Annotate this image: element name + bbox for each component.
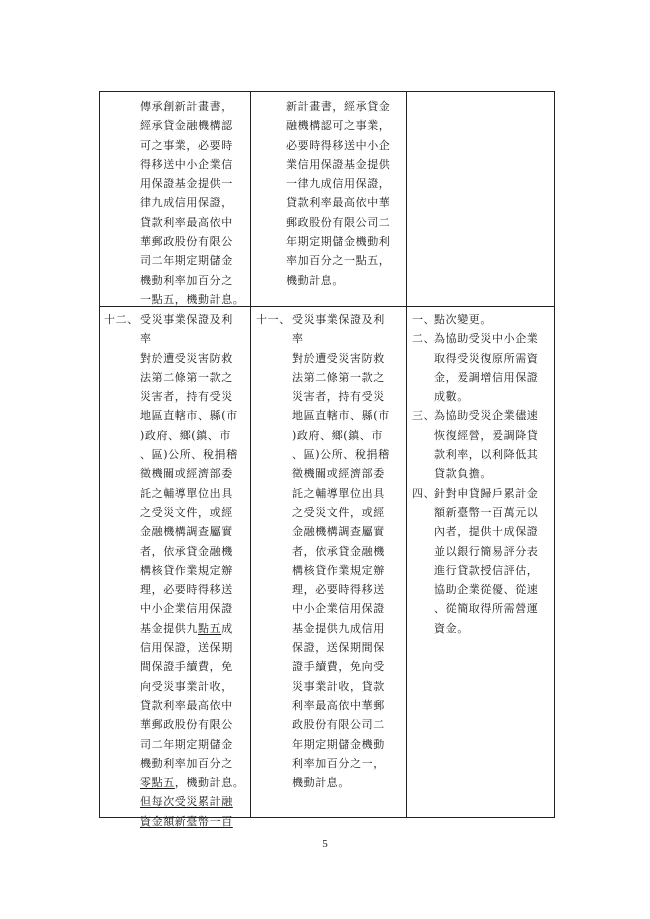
text-line: 但每次受災累計融 (140, 795, 233, 809)
explanation-line (412, 310, 538, 329)
item-text: 成數。 (434, 390, 469, 404)
text-line: 機動計息。 (286, 273, 344, 287)
explanation-line (412, 599, 538, 618)
item-text: 內者，提供十成保證 (434, 525, 539, 539)
row1-amended-text (140, 97, 244, 309)
item-text: 協助企業從優、從速 (434, 583, 539, 597)
column-divider (250, 92, 251, 817)
item-text: 點次變更。 (434, 313, 492, 326)
article-number: 十一、 (256, 313, 291, 326)
text-line: 貸款利率最高依中 (140, 698, 233, 712)
text-line: 對於遭受災害防救 (140, 351, 233, 365)
article-number: 十二、 (104, 313, 139, 326)
text-line: 託之輔導單位出具 (140, 486, 233, 500)
column-divider (406, 92, 407, 817)
item-text: 資金。 (434, 621, 469, 635)
text-line: 理，必要時得移送 (140, 583, 233, 597)
article-title-line: 受災事業保證及利 (292, 313, 385, 326)
explanation-line (412, 580, 538, 599)
explanation-line (412, 561, 538, 580)
item-text: 取得受災復原所需資 (434, 351, 539, 365)
item-text: 進行貸款授信評估， (434, 563, 539, 577)
text-line: 者，依承貸金融機 (292, 544, 385, 558)
text-line: 託之輔導單位出具 (292, 486, 385, 500)
text-line: 證手續費，免向受 (292, 660, 385, 674)
text-line: 構核貸作業規定辦 (140, 563, 233, 577)
text-line: 災害者，持有受災 (292, 390, 385, 404)
explanation-line (412, 426, 538, 445)
text-line: 機動利率加百分之 (140, 273, 233, 287)
text-line: 司二年期定期儲金 (140, 254, 233, 268)
article-body (256, 349, 390, 793)
text-segment: 成 (221, 621, 233, 635)
item-number: 二、 (412, 332, 436, 346)
text-line: 必要時得移送中小企 (286, 138, 391, 152)
explanation-line (412, 542, 538, 561)
item-text: 金，爰調增信用保證 (434, 370, 539, 384)
text-line: 年期定期儲金機動利 (286, 235, 391, 249)
text-line: 機動利率加百分之 (140, 756, 233, 770)
item-text: 恢復經營，爰調降貸 (434, 428, 539, 442)
explanation-line (412, 406, 538, 425)
text-line: 之受災文件，或經 (292, 505, 385, 519)
text-line: 法第二條第一款之 (292, 370, 385, 384)
text-line: 司二年期定期儲金 (140, 737, 233, 751)
row2-amended-text (104, 310, 244, 831)
text-line: 利率加百分之一， (292, 756, 385, 770)
text-line: 對於遭受災害防救 (292, 351, 385, 365)
text-line: 徵機關或經濟部委 (140, 467, 233, 481)
text-line: 政股份有限公司二 (292, 718, 385, 732)
item-number: 三、 (412, 409, 436, 423)
text-line: 地區直轄市、縣(市 (140, 409, 238, 423)
text-line: 融機構認可之事業， (286, 119, 391, 133)
text-line: 機動計息。 (292, 776, 350, 790)
text-line: 地區直轄市、縣(市 (292, 409, 390, 423)
text-line: 華郵政股份有限公 (140, 718, 233, 732)
text-line: 金融機構調查屬實 (140, 525, 233, 539)
text-line: 資金額新臺幣一百 (140, 814, 233, 828)
text-line: 中小企業信用保證 (292, 602, 385, 616)
text-line: 一律九成信用保證， (286, 177, 391, 191)
item-text: 額新臺幣一百萬元以 (434, 505, 539, 519)
text-line: 用保證基金提供一 (140, 177, 233, 191)
text-line: 保證，送保期間保 (292, 641, 385, 655)
text-line: 華郵政股份有限公 (140, 235, 233, 249)
underlined-amendment: 零點五 (140, 776, 175, 790)
row2-current-text (256, 310, 390, 792)
explanation-line (412, 619, 538, 638)
explanation-line (412, 445, 538, 464)
text-line: )政府、鄉(鎮、市 (292, 428, 383, 442)
text-line: 間保證手續費，免 (140, 660, 233, 674)
text-segment: ，機動計息。 (174, 776, 245, 790)
item-text: 為協助受災中小企業 (434, 332, 539, 346)
text-line: 可之事業，必要時 (140, 138, 233, 152)
text-line: 律九成信用保證， (140, 196, 233, 210)
text-line: 業信用保證基金提供 (286, 157, 391, 171)
text-line (140, 773, 244, 792)
text-line: 災事業計收，貸款 (292, 679, 385, 693)
text-line: 郵政股份有限公司二 (286, 215, 391, 229)
text-line: 徵機關或經濟部委 (292, 467, 385, 481)
text-line: 向受災事業計收， (140, 679, 233, 693)
item-text: 、從簡取得所需營運 (434, 602, 539, 616)
explanation-line (412, 484, 538, 503)
text-line: 一點五，機動計息。 (140, 292, 245, 306)
item-text: 針對申貸歸戶累計金 (434, 486, 539, 500)
explanation-line (412, 368, 538, 387)
explanation-line (412, 387, 538, 406)
text-line: 災害者，持有受災 (140, 390, 233, 404)
item-text: 款利率，以利降低其 (434, 448, 539, 462)
explanation-line (412, 522, 538, 541)
article-title-line: 率 (292, 332, 304, 346)
text-line (140, 619, 244, 638)
text-segment: 基金提供九 (140, 621, 198, 635)
text-line: 中小企業信用保證 (140, 602, 233, 616)
text-line: 金融機構調查屬實 (292, 525, 385, 539)
row1-current-text (286, 97, 390, 290)
text-line: 新計畫書，經承貸金 (286, 100, 391, 113)
explanation-line (412, 464, 538, 483)
article-body (104, 349, 244, 831)
item-number: 四、 (412, 486, 436, 500)
text-line: 年期定期儲金機動 (292, 737, 385, 751)
explanation-line (412, 349, 538, 368)
text-line: 、區)公所、稅捐稽 (292, 448, 390, 462)
text-line: 貸款利率最高依中華 (286, 196, 391, 210)
page-number: 5 (322, 838, 328, 850)
text-line: 信用保證，送保期 (140, 641, 233, 655)
item-text: 貸款負擔。 (434, 467, 492, 481)
text-line: )政府、鄉(鎮、市 (140, 428, 231, 442)
text-line: 法第二條第一款之 (140, 370, 233, 384)
comparison-table (99, 91, 555, 828)
text-line: 之受災文件，或經 (140, 505, 233, 519)
row2-explanation (412, 310, 538, 638)
text-line: 者，依承貸金融機 (140, 544, 233, 558)
item-text: 為協助受災企業儘速 (434, 409, 539, 423)
text-line: 得移送中小企業信 (140, 157, 233, 171)
text-line: 傳承創新計畫書， (140, 100, 233, 113)
text-line: 基金提供九成信用 (292, 621, 385, 635)
text-line: 構核貸作業規定辦 (292, 563, 385, 577)
text-line: 經承貸金融機構認 (140, 119, 233, 133)
explanation-line (412, 329, 538, 348)
explanation-line (412, 503, 538, 522)
article-title-line: 率 (140, 332, 152, 346)
article-title-line: 受災事業保證及利 (140, 313, 233, 326)
underlined-amendment: 點五 (198, 621, 222, 635)
text-line: 利率最高依中華郵 (292, 698, 385, 712)
item-text: 並以銀行簡易評分表 (434, 544, 539, 558)
text-line: 、區)公所、稅捐稽 (140, 448, 238, 462)
item-number: 一、 (412, 313, 436, 326)
text-line: 貸款利率最高依中 (140, 215, 233, 229)
text-line: 理，必要時得移送 (292, 583, 385, 597)
text-line: 率加百分之一點五， (286, 254, 391, 268)
